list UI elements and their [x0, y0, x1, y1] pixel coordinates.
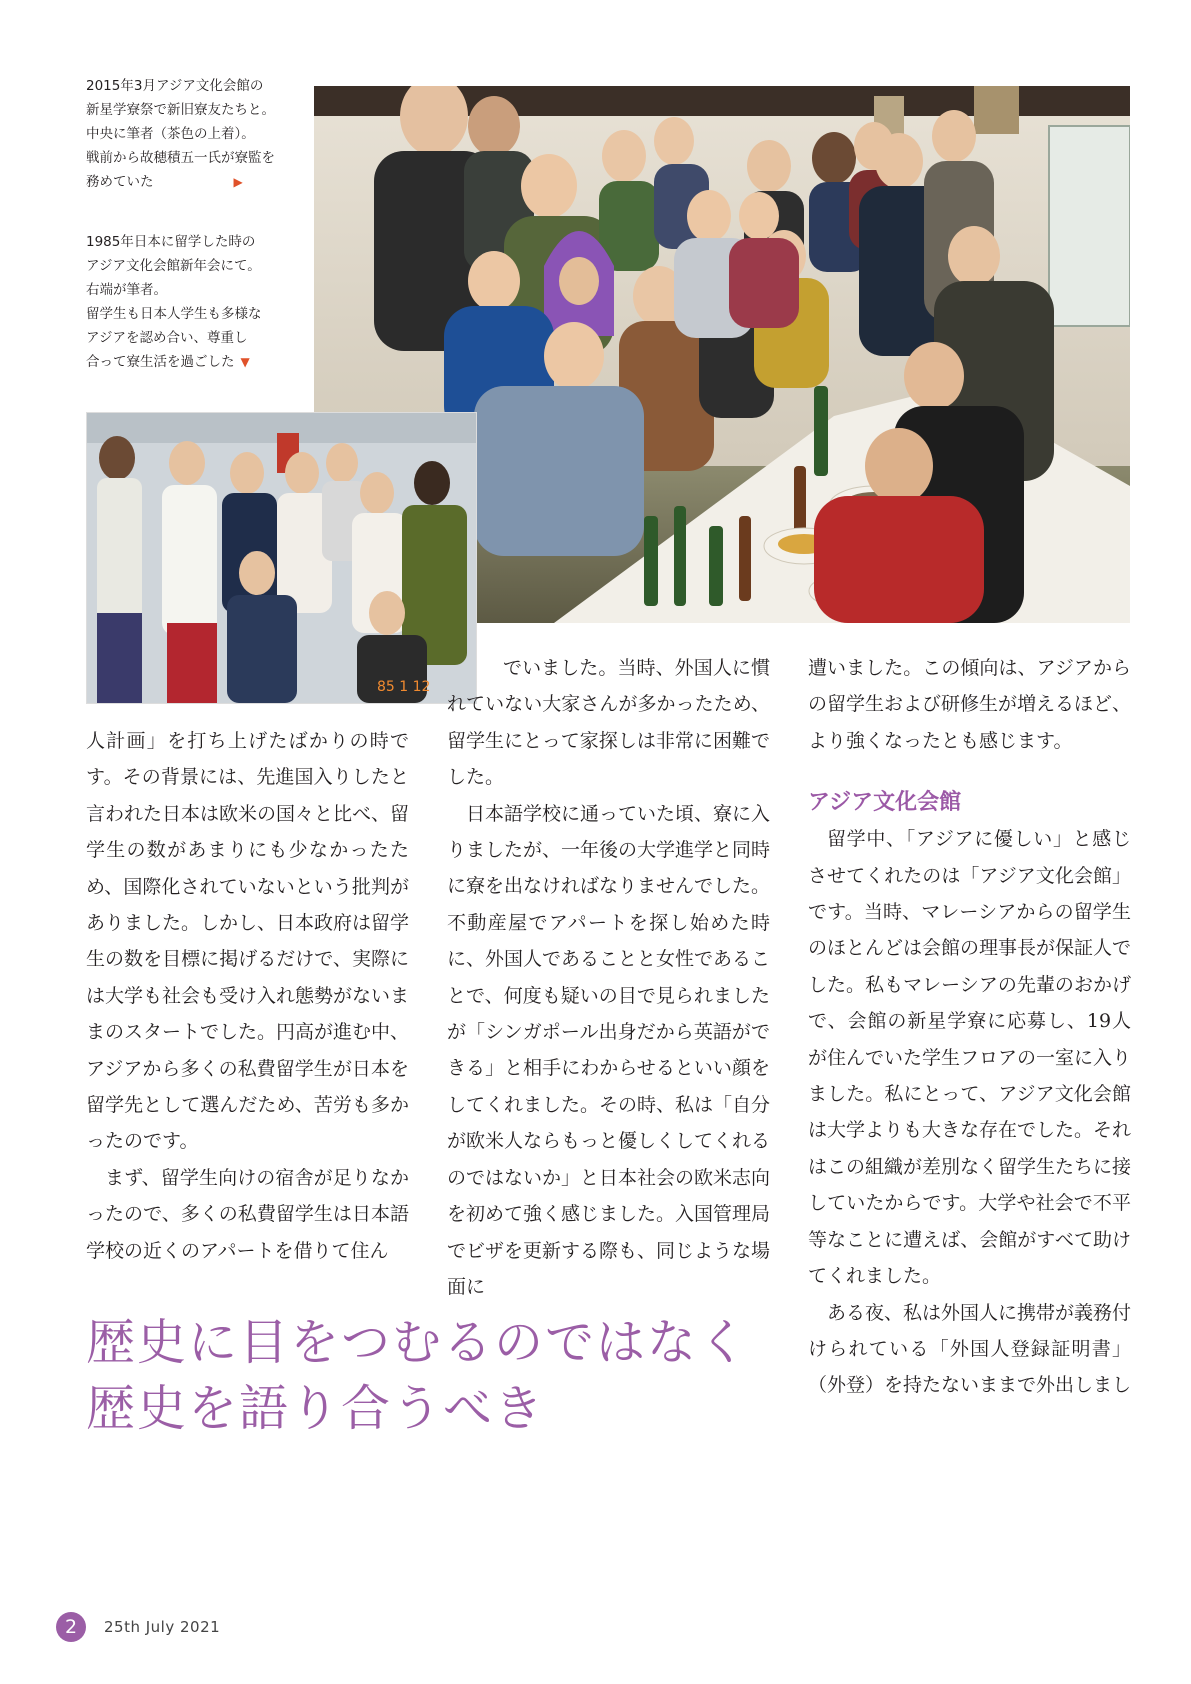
section-heading: アジア文化会館: [808, 790, 962, 816]
body-column-2: [447, 650, 770, 1305]
caption-line: 務めていた ▶: [86, 174, 243, 190]
caption-line: 中央に筆者（茶色の上着）。: [86, 126, 255, 142]
caption-line: アジア文化会館新年会にて。: [86, 258, 261, 274]
paragraph: 留学中、「アジアに優しい」と感じさせてくれたのは「アジア文化会館」です。当時、マレーシアからの留学生のほとんどは会館の理事長が保証人でした。私もマレーシアの先輩のおかげで、会館の新星学寮に応募し、19人が住んでいた学生フロアの一室に入りました。私にとって、アジア文化会館は大学よりも大きな存在でした。それはこの組織が差別なく留学生たちに接していたからです。大学や社会で不平等なことに遭えば、会館がすべて助けてくれました。: [808, 828, 1132, 1288]
issue-date: 25th July 2021: [104, 1618, 221, 1636]
headline-line-2: 歴史を語り合うべき: [86, 1380, 546, 1437]
caption-1985-photo: [86, 230, 300, 374]
caption-line: 新星学寮祭で新旧寮友たちと。: [86, 102, 275, 118]
caption-line: 合って寮生活を過ごした ▼: [86, 354, 250, 370]
photo-date-stamp: 85 1 12: [377, 679, 431, 695]
arrow-right-icon: ▶: [233, 175, 243, 189]
caption-line: 2015年3月アジア文化会館の: [86, 78, 264, 94]
caption-line: 1985年日本に留学した時の: [86, 234, 256, 250]
headline-line-1: 歴史に目をつむるのではなく: [86, 1314, 750, 1371]
arrow-down-icon: ▼: [240, 355, 250, 369]
pull-headline: [86, 1310, 749, 1442]
page-footer: [56, 1612, 220, 1642]
caption-2015-photo: [86, 74, 300, 194]
caption-line: 右端が筆者。: [86, 282, 167, 298]
body-column-1: [86, 723, 409, 1269]
paragraph: 日本語学校に通っていた頃、寮に入りましたが、一年後の大学進学と同時に寮を出なければなりませんでした。不動産屋でアパートを探し始めた時に、外国人であることと女性であることで、何度も疑いの目で見られましたが「シンガポール出身だから英語ができる」と相手にわからせるといい顔をしてくれました。その時、私は「自分が欧米人ならもっと優しくしてくれるのではないか」と日本社会の欧米志向を初めて強く感じました。入国管理局でビザを更新する際も、同じような場面に: [447, 802, 771, 1298]
paragraph: 人計画」を打ち上げたばかりの時です。その背景には、先進国入りしたと言われた日本は欧米の国々と比べ、留学生の数があまりにも少なかったため、国際化されていないという批判がありました。しかし、日本政府は留学生の数を目標に掲げるだけで、実際には大学も社会も受け入れ態勢がないままのスタートでした。円高が進む中、アジアから多くの私費留学生が日本を留学先として選んだため、苦労も多かったのです。: [86, 730, 410, 1153]
page-number: 2: [56, 1612, 86, 1642]
group-photo-1985: [86, 412, 477, 704]
paragraph: でいました。当時、外国人に慣れていない大家さんが多かったため、留学生にとって家探しは非常に困難でした。: [447, 657, 770, 789]
paragraph: 遭いました。この傾向は、アジアからの留学生および研修生が増えるほど、より強くなったとも感じます。: [808, 657, 1132, 752]
paragraph: ある夜、私は外国人に携帯が義務付けられている「外国人登録証明書」（外登）を持たないままで外出しまし: [808, 1301, 1132, 1397]
caption-line: 戦前から故穂積五一氏が寮監を: [86, 150, 275, 166]
caption-line: アジアを認め合い、尊重し: [86, 330, 248, 346]
paragraph: まず、留学生向けの宿舎が足りなかったので、多くの私費留学生は日本語学校の近くのアパートを借りて住ん: [86, 1166, 409, 1262]
body-column-3: [808, 650, 1131, 1404]
caption-line: 留学生も日本人学生も多様な: [86, 306, 262, 322]
